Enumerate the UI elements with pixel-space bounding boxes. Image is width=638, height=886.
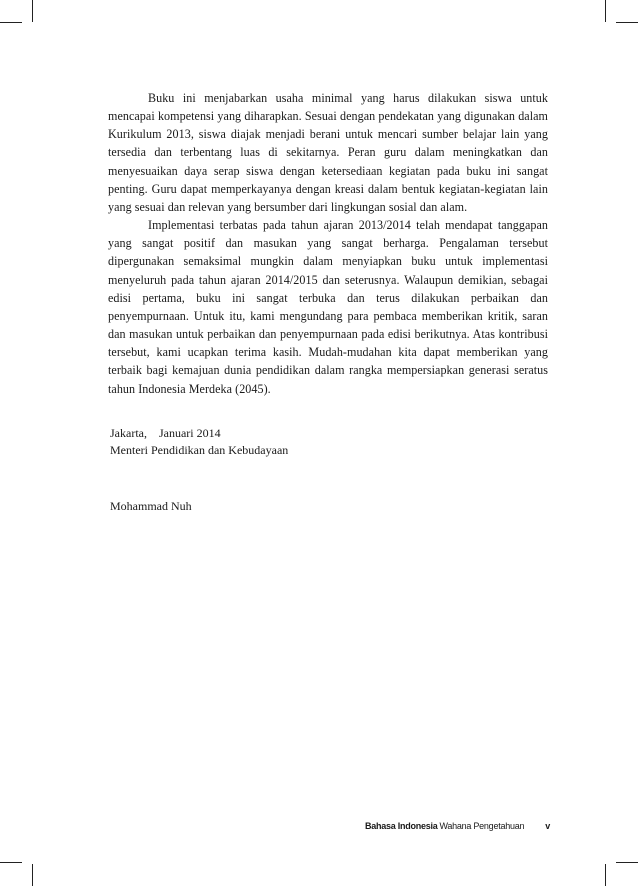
crop-mark <box>616 862 638 863</box>
paragraph-1: Buku ini menjabarkan usaha minimal yang harus dilakukan siswa untuk mencapai kompetensi yang diharapkan. Sesuai dengan pendekatan yang digunakan dalam Kurikulum 2013, siswa diajak menjadi berani untuk mencari sumber belajar lain yang tersedia dan terbentang luas di sekitarnya. Peran guru dalam meningkatkan dan menyesuaikan daya serap siswa dengan ketersediaan kegiatan pada buku ini sangat penting. Guru dapat memperkayanya dengan kreasi dalam bentuk kegiatan-kegiatan lain yang sesuai dan relevan yang bersumber dari lingkungan sosial dan alam. <box>108 91 548 214</box>
crop-mark <box>32 864 33 886</box>
crop-mark <box>616 22 638 23</box>
footer-subtitle: Wahana Pengetahuan <box>439 821 525 831</box>
paragraph-2: Implementasi terbatas pada tahun ajaran 2013/2014 telah mendapat tanggapan yang sangat positif dan masukan yang sangat berharga. Pengalaman tersebut dipergunakan semaksimal mungkin dalam menyiapkan buku untuk implementasi menyeluruh pada tahun ajaran 2014/2015 dan seterusnya. Walaupun demikian, sebagai edisi pertama, buku ini sangat terbuka dan terus dilakukan perbaikan dan penyempurnaan. Untuk itu, kami mengundang para pembaca memberikan kritik, saran dan masukan untuk perbaikan dan penyempurnaan pada edisi berikutnya. Atas kontribusi tersebut, kami ucapkan terima kasih. Mudah-mudahan kita dapat memberikan yang terbaik bagi kemajuan dunia pendidikan dalam rangka mempersiapkan generasi seratus tahun Indonesia Merdeka (2045). <box>108 218 548 396</box>
closing-block <box>110 425 288 459</box>
page-number: v <box>545 821 550 831</box>
office-title: Menteri Pendidikan dan Kebudayaan <box>110 443 289 457</box>
crop-mark <box>0 22 22 23</box>
crop-mark <box>0 862 22 863</box>
page-footer <box>365 821 550 831</box>
body-text <box>108 89 548 398</box>
crop-mark <box>32 0 33 22</box>
signatory-name: Mohammad Nuh <box>110 499 192 513</box>
footer-book-title: Bahasa Indonesia <box>364 821 438 831</box>
crop-mark <box>605 0 606 22</box>
crop-mark <box>605 864 606 886</box>
place-date: Jakarta, Januari 2014 <box>110 426 221 440</box>
